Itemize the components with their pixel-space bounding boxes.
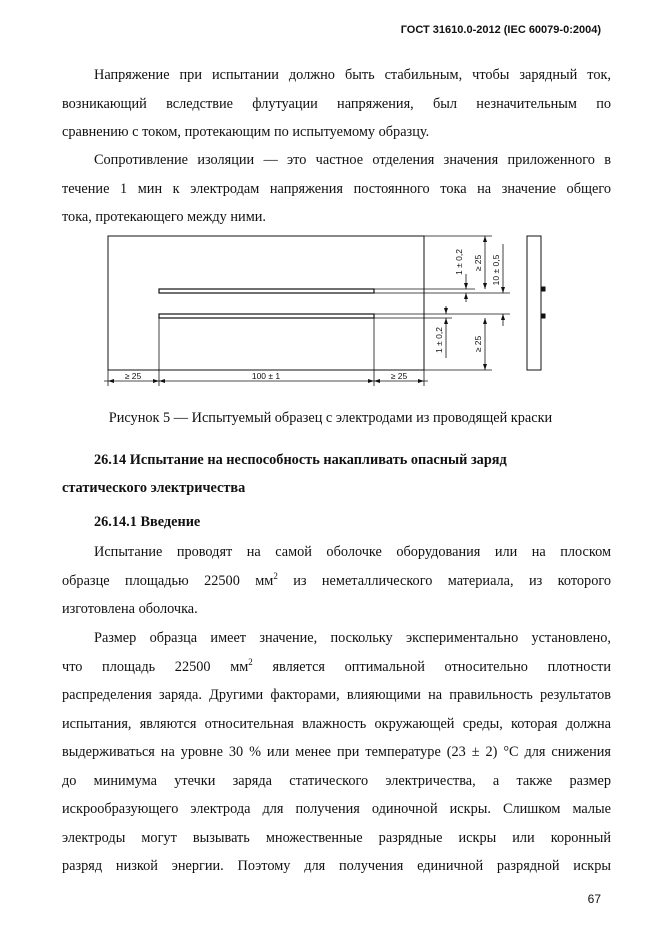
text-line: Размер образца имеет значение, поскольку экспериментально установлено,: [94, 630, 611, 646]
subsection-heading-text: 26.14.1 Введение: [94, 514, 201, 530]
text-line: тока, протекающего между ними.: [62, 209, 266, 225]
figure-caption: Рисунок 5 — Испытуемый образец с электродами из проводящей краски: [108, 410, 553, 426]
dim-bottom-margin-label: ≥ 25: [473, 335, 483, 353]
text-line: искрообразующего электрода для получения одиночной искры. Слишком малые: [62, 801, 611, 817]
section-heading-line-2: статического электричества: [62, 480, 246, 496]
specimen-plate: [108, 236, 424, 370]
text-line: сравнению с током, протекающим по испытуемому образцу.: [62, 124, 430, 140]
specimen-side-view: [527, 236, 541, 370]
paragraph-test-voltage: [62, 61, 611, 147]
subsection-heading: [94, 508, 200, 537]
paragraph-specimen-size: [62, 624, 611, 881]
text-line: испытания, являются относительная влажность окружающей среды, которая должна: [62, 715, 611, 732]
section-heading: [94, 446, 507, 475]
text-line: что площадь 22500 $мм^2$ является оптимальной относительно плотности: [62, 656, 611, 675]
lower-electrode: [159, 314, 374, 318]
dim-top-gap-label: 1 ± 0,2: [454, 249, 464, 275]
dim-bottom-gap-label: 1 ± 0,2: [434, 327, 444, 353]
text-line: Напряжение при испытании должно быть стабильным, чтобы зарядный ток,: [94, 67, 611, 83]
upper-electrode: [159, 289, 374, 293]
dim-middle-label: 100 ± 1: [251, 371, 281, 381]
text-line: разряд низкой энергии. Поэтому для получения единичной разрядной искры: [62, 858, 611, 874]
section-heading-line-1: 26.14 Испытание на неспособность накапливать опасный заряд: [94, 452, 507, 468]
section-heading-continued: [62, 474, 245, 503]
text-line: Испытание проводят на самой оболочке оборудования или на плоском: [94, 544, 611, 560]
text-line: изготовлена оболочка.: [62, 601, 198, 617]
dim-left-label: ≥ 25: [124, 371, 142, 381]
dim-spacing-label: 10 ± 0,5: [491, 254, 501, 286]
paragraph-insulation-resistance: [62, 146, 611, 232]
text-line: распределения заряда. Другими факторами, влияющими на правильность результатов: [62, 687, 611, 703]
text-line: до минимума утечки заряда статического электричества, а также размер: [62, 772, 611, 789]
text-line: выдерживаться на уровне 30 % или менее при температуре (23 ± 2) °С для снижения: [62, 744, 611, 760]
text-line: образце площадью 22500 $мм^2$ из неметаллического материала, из которого: [62, 570, 611, 589]
dim-top-margin-label: ≥ 25: [473, 254, 483, 272]
text-line: электроды могут вызывать множественные разрядные искры или коронный: [62, 829, 611, 846]
text-line: возникающий вследствие флутуации напряжения, был незначительным по: [62, 95, 611, 112]
test-specimen-figure: [0, 230, 661, 395]
dim-right-label: ≥ 25: [390, 371, 408, 381]
page-number: 67: [587, 892, 601, 906]
text-line: течение 1 мин к электродам напряжения постоянного тока на значение общего: [62, 180, 611, 197]
paragraph-test-introduction: [62, 538, 611, 624]
text-line: Сопротивление изоляции — это частное отделения значения приложенного в: [94, 152, 611, 168]
running-header: ГОСТ 31610.0-2012 (IEC 60079-0:2004): [400, 24, 601, 36]
